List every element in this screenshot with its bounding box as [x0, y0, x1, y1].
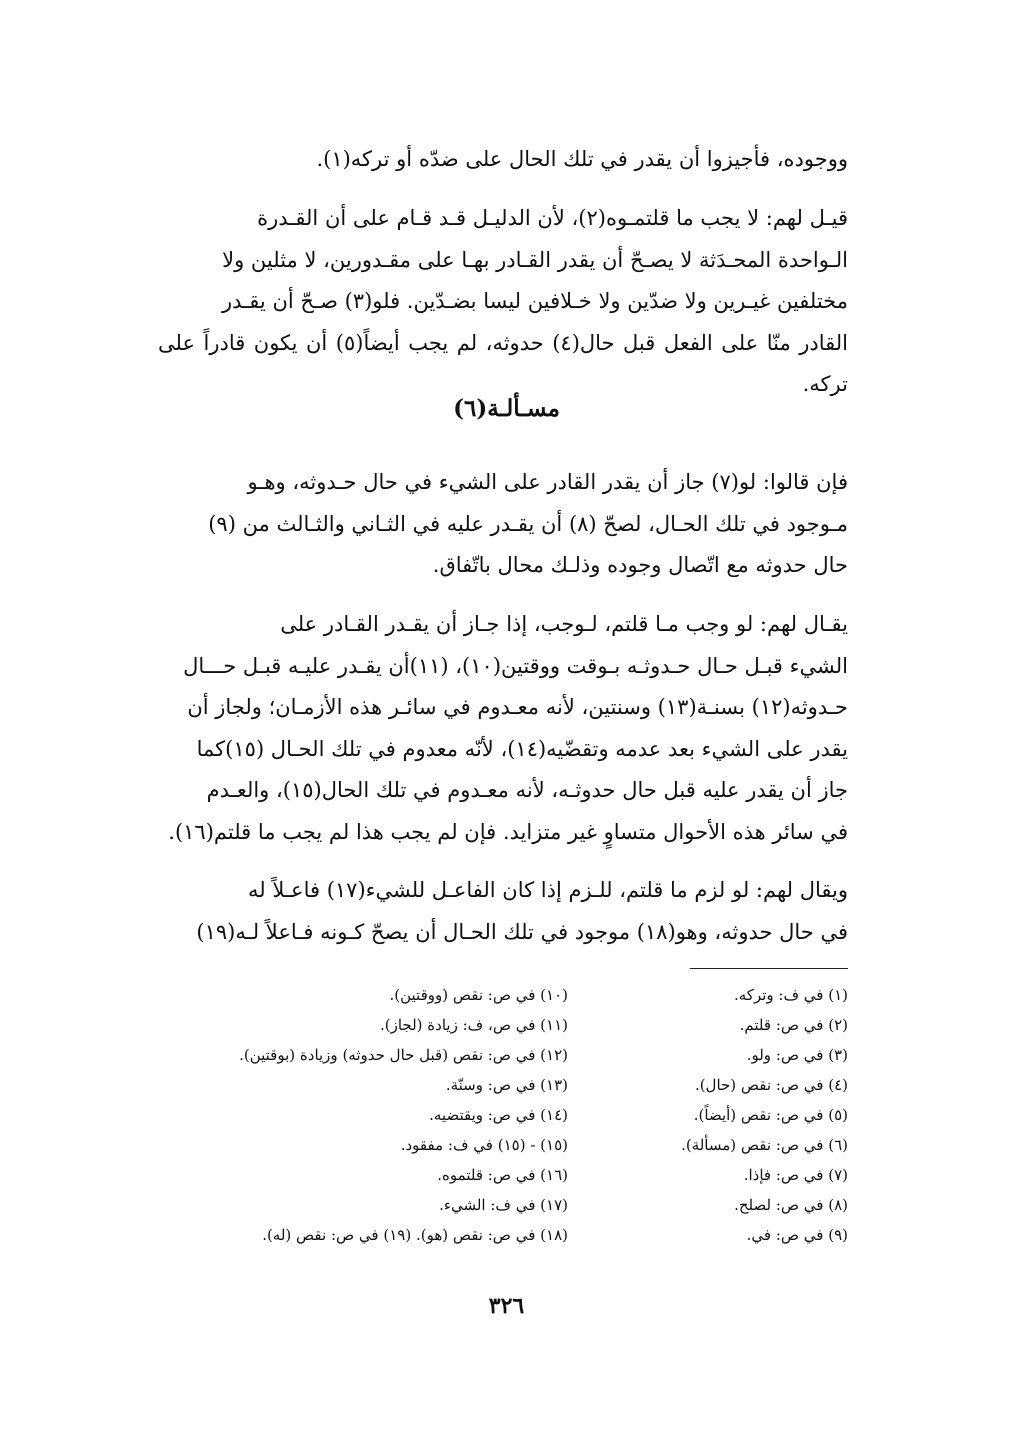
footnote: (٨) في ص: لصلح. [734, 1196, 848, 1214]
footnote: (٥) في ص: نقص (أيضاً). [693, 1106, 848, 1124]
footnote: (١٢) في ص: نقص (قبل حال حدوثه) وزيادة (بوقتين). [239, 1046, 568, 1064]
footnote: (٩) في ص: في. [746, 1226, 848, 1244]
paragraph-2-line: مختلفين غيـرين ولا ضدّين ولا خـلافين ليسا بضـدّين. فلو(٣) صـحّ أن يقـدر [221, 289, 848, 313]
paragraph-1 [158, 139, 848, 181]
footnote: (٤) في ص: نقص (حال). [694, 1076, 848, 1094]
paragraph-4-line: جاز أن يقدر عليه قبل حال حدوثـه، لأنه معـدوم في تلك الحال(١٥)، والعـدم [206, 778, 848, 802]
footnotes-left-column [150, 980, 568, 1250]
paragraph-3-line: مـوجود في تلك الحـال، لصحّ (٨) أن يقـدر عليه في الثـاني والثـالث من (٩) [208, 511, 848, 536]
paragraph-3-line: فإن قالوا: لو(٧) جاز أن يقدر القادر على الشيء في حال حـدوثه، وهـو [247, 470, 848, 494]
footnote: (٧) في ص: فإذا. [743, 1166, 848, 1184]
paragraph-2-line: القادر منّا على الفعل قبل حال(٤) حدوثه، لم يجب أيضاً(٥) أن يكون قادراً على تركه. [158, 330, 848, 396]
paragraph-2-line: قيـل لهم: لا يجب ما قلتمـوه(٢)، لأن الدليـل قـد قـام على أن القـدرة [257, 206, 848, 230]
footnote: (١٥) - (١٥) في ف: مفقود. [400, 1136, 568, 1154]
section-heading: مسـألـة(٦) [453, 395, 560, 422]
paragraph-5 [158, 870, 848, 953]
paragraph-2-line: الـواحدة المحـدَثة لا يصـحّ أن يقدر القـادر بهـا على مقـدورين، لا مثلين ولا [222, 247, 848, 272]
footnote: (١٨) في ص: نقص (هو). (١٩) في ص: نقص (له). [262, 1226, 568, 1244]
footnote: (١٣) في ص: وسنّة. [445, 1076, 568, 1094]
footnote: (١) في ف: وتركه. [734, 986, 848, 1004]
paragraph-5-line: في حال حدوثه، وهو(١٨) موجود في تلك الحـال أن يصحّ كـونه فـاعلاً لـه(١٩) [196, 919, 848, 944]
page-number: ٣٢٦ [488, 1293, 525, 1319]
paragraph-4-line: يقـال لهم: لو وجب مـا قلتم، لـوجب، إذا جـاز أن يقـدر القـادر على [280, 612, 848, 636]
footnote-divider [690, 968, 848, 969]
paragraph-2 [158, 198, 848, 406]
paragraph-1-text: ووجوده، فأجيزوا أن يقدر في تلك الحال على ضدّه أو تركه(١). [316, 147, 848, 171]
footnote: (١٠) في ص: نقص (ووقتين). [389, 986, 568, 1004]
footnote: (١١) في ص، ف: زيادة (لجاز). [380, 1016, 568, 1034]
paragraph-4-line: يقدر على الشيء بعد عدمه وتقضّيه(١٤)، لأنّه معدوم في تلك الحـال (١٥)كما [196, 736, 848, 761]
paragraph-4-line: حـدوثه(١٢) بسنـة(١٣) وسنتين، لأنه معـدوم في سائـر هذه الأزمـان؛ ولجاز أن [187, 695, 848, 719]
footnote: (٣) في ص: ولو. [746, 1046, 848, 1064]
footnote: (٢) في ص: قلتم. [739, 1016, 848, 1034]
footnote: (١٧) في ف: الشيء. [439, 1196, 568, 1214]
paragraph-4-line: في سائر هذه الأحوال متساوٍ غير متزايد. فإن لم يجب هذا لم يجب ما قلتم(١٦). [168, 819, 848, 844]
paragraph-5-line: ويقال لهم: لو لزم ما قلتم، للـزم إذا كان الفاعـل للشيء(١٧) فاعـلاً له [248, 878, 848, 902]
paragraph-3 [158, 462, 848, 587]
paragraph-4-line: الشيء قبـل حـال حـدوثـه بـوقت ووقتين(١٠)، (١١)أن يقـدر عليـه قبـل حـــال [183, 653, 848, 678]
footnotes-right-column [640, 980, 848, 1250]
footnote: (٦) في ص: نقص (مسألة). [681, 1136, 848, 1154]
footnote: (١٤) في ص: ويقتضيه. [429, 1106, 568, 1124]
footnote: (١٦) في ص: قلتموه. [437, 1166, 568, 1184]
paragraph-3-line: حال حدوثه مع اتّصال وجوده وذلـك محال باتّفاق. [432, 553, 848, 577]
paragraph-4 [158, 604, 848, 853]
